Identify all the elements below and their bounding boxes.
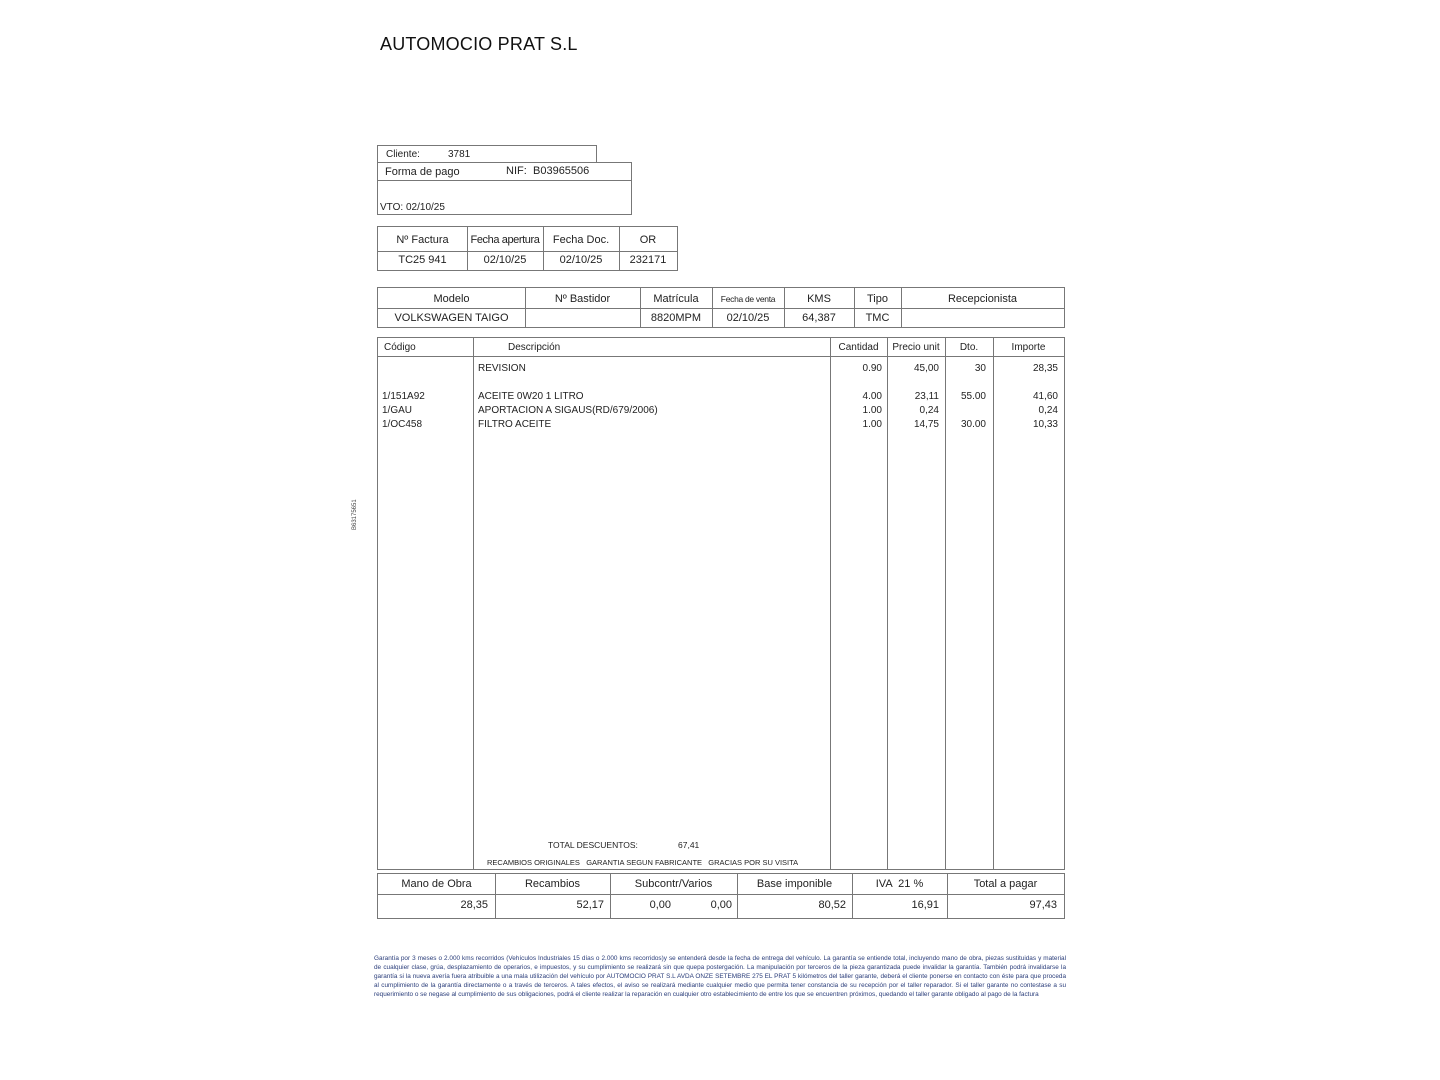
totals-base: 80,52	[818, 899, 846, 911]
lines-header-cantidad: Cantidad	[838, 342, 879, 353]
line-dto: 55.00	[960, 391, 986, 402]
vehicle-kms: 64,387	[802, 312, 836, 324]
lines-header-descripcion: Descripción	[508, 342, 561, 353]
invoice-header-fecha-doc: Fecha Doc.	[552, 234, 610, 246]
nif-value: B03965506	[533, 165, 590, 177]
line-precio: 0,24	[919, 405, 939, 416]
line-dto: 30.00	[960, 419, 986, 430]
cliente-value: 3781	[448, 149, 471, 160]
line-codigo: 1/OC458	[382, 419, 423, 430]
lines-header-dto: Dto.	[959, 342, 979, 353]
invoice-fecha-apertura: 02/10/25	[483, 254, 527, 266]
totals-header-total: Total a pagar	[973, 878, 1038, 890]
line-descripcion: REVISION	[478, 363, 526, 374]
total-descuentos-label: TOTAL DESCUENTOS:	[548, 840, 638, 850]
line-cantidad: 4.00	[862, 391, 882, 402]
totals-header-recambios: Recambios	[524, 878, 581, 890]
lines-header-precio: Precio unit	[892, 342, 940, 353]
totals-subcontr: 0,00	[649, 899, 671, 911]
totals-header-subcontr: Subcontr/Varios	[634, 878, 713, 890]
nif-label: NIF:	[506, 165, 527, 177]
total-descuentos-value: 67,41	[678, 840, 700, 850]
invoice-number: TC25 941	[398, 254, 447, 266]
totals-header-base: Base imponible	[756, 878, 833, 890]
forma-pago-label: Forma de pago	[385, 166, 460, 178]
line-descripcion: ACEITE 0W20 1 LITRO	[478, 391, 584, 402]
line-importe: 10,33	[1032, 419, 1058, 430]
vehicle-tipo: TMC	[865, 312, 890, 324]
line-descripcion: FILTRO ACEITE	[478, 419, 552, 430]
totals-header-iva: IVA 21 %	[875, 878, 924, 890]
vehicle-header-fecha-venta: Fecha de venta	[720, 294, 776, 304]
line-importe: 41,60	[1032, 391, 1058, 402]
vehicle-header-modelo: Modelo	[433, 293, 470, 305]
vehicle-header-kms: KMS	[807, 293, 831, 305]
totals-mano-obra: 28,35	[460, 899, 488, 911]
totals-iva: 16,91	[911, 899, 939, 911]
vehicle-header-bastidor: Nº Bastidor	[554, 293, 611, 305]
invoice-header-factura: Nº Factura	[396, 234, 449, 246]
legal-warranty-text: Garantía por 3 meses o 2.000 kms recorridos (Vehículos Industriales 15 días o 2.000 kms recorridos)y se entenderá desde la fecha de entrega del vehículo. La garantía se entiende total, incluyendo mano de obra, piezas sustituidas y material de cualquier clase, grúa, desplazamiento de operarios, e impuestos, y su cumplimiento se realizará sin que quepa postergación. La manipulación por terceros de la pieza garantizada puede invalidar la garantía. También podrá invalidarse la garantía si la nueva avería fuera atribuible a una mala utilización del vehículo por AUTOMOCIO PRAT S.L AVDA ONZE SETEMBRE 275 EL PRAT 5 kilómetros del taller garante, deberá el cliente ponerse en contacto con éste para que proceda al cumplimiento de la garantía directamente o a través de terceros. A tales efectos, el aviso se realizará mediante cualquier medio que permita tener constancia de su recepción por el taller reparador. Si el taller garante no contestase a su requerimiento o se negase al cumplimiento de sus obligaciones, podrá el cliente realizar la reparación en cualquier otro establecimiento de entre los que se encuentren próximos, quedando el taller garante obligado al pago de la factura	[374, 955, 1066, 998]
footer-note: RECAMBIOS ORIGINALES GARANTIA SEGUN FABRICANTE GRACIAS POR SU VISITA	[487, 858, 799, 867]
line-importe: 28,35	[1032, 363, 1058, 374]
vto-label: VTO:	[380, 202, 404, 213]
line-codigo: 1/GAU	[382, 405, 413, 416]
invoice-header-or: OR	[639, 234, 657, 246]
line-precio: 23,11	[914, 391, 939, 402]
line-cantidad: 0.90	[862, 363, 882, 374]
lines-header-codigo: Código	[384, 342, 416, 353]
vehicle-matricula: 8820MPM	[650, 312, 702, 324]
invoice-header-fecha-apertura: Fecha apertura	[470, 234, 540, 246]
company-name: AUTOMOCIO PRAT S.L	[380, 34, 578, 54]
line-cantidad: 1.00	[862, 419, 882, 430]
cliente-label: Cliente:	[386, 149, 420, 160]
line-descripcion: APORTACION A SIGAUS(RD/679/2006)	[478, 405, 658, 416]
line-precio: 14,75	[913, 419, 939, 430]
invoice-fecha-doc: 02/10/25	[559, 254, 603, 266]
vehicle-header-tipo: Tipo	[867, 293, 888, 305]
totals-recambios: 52,17	[576, 899, 604, 911]
line-precio: 45,00	[913, 363, 939, 374]
vehicle-header-matricula: Matrícula	[653, 293, 699, 305]
totals-total: 97,43	[1029, 899, 1057, 911]
line-dto: 30	[974, 363, 986, 374]
line-importe: 0,24	[1038, 405, 1058, 416]
vehicle-modelo: VOLKSWAGEN TAIGO	[394, 312, 509, 324]
totals-varios: 0,00	[710, 899, 732, 911]
vto-value: 02/10/25	[406, 202, 445, 213]
line-items-table	[377, 337, 1065, 870]
line-codigo: 1/151A92	[382, 391, 425, 402]
totals-header-mano-obra: Mano de Obra	[401, 878, 472, 890]
invoice-or: 232171	[629, 254, 667, 266]
line-cantidad: 1.00	[862, 405, 882, 416]
lines-header-importe: Importe	[1011, 342, 1046, 353]
vehicle-header-recepcionista: Recepcionista	[947, 293, 1018, 305]
side-code: B63175651	[352, 499, 358, 530]
vehicle-fecha-venta: 02/10/25	[726, 312, 770, 324]
